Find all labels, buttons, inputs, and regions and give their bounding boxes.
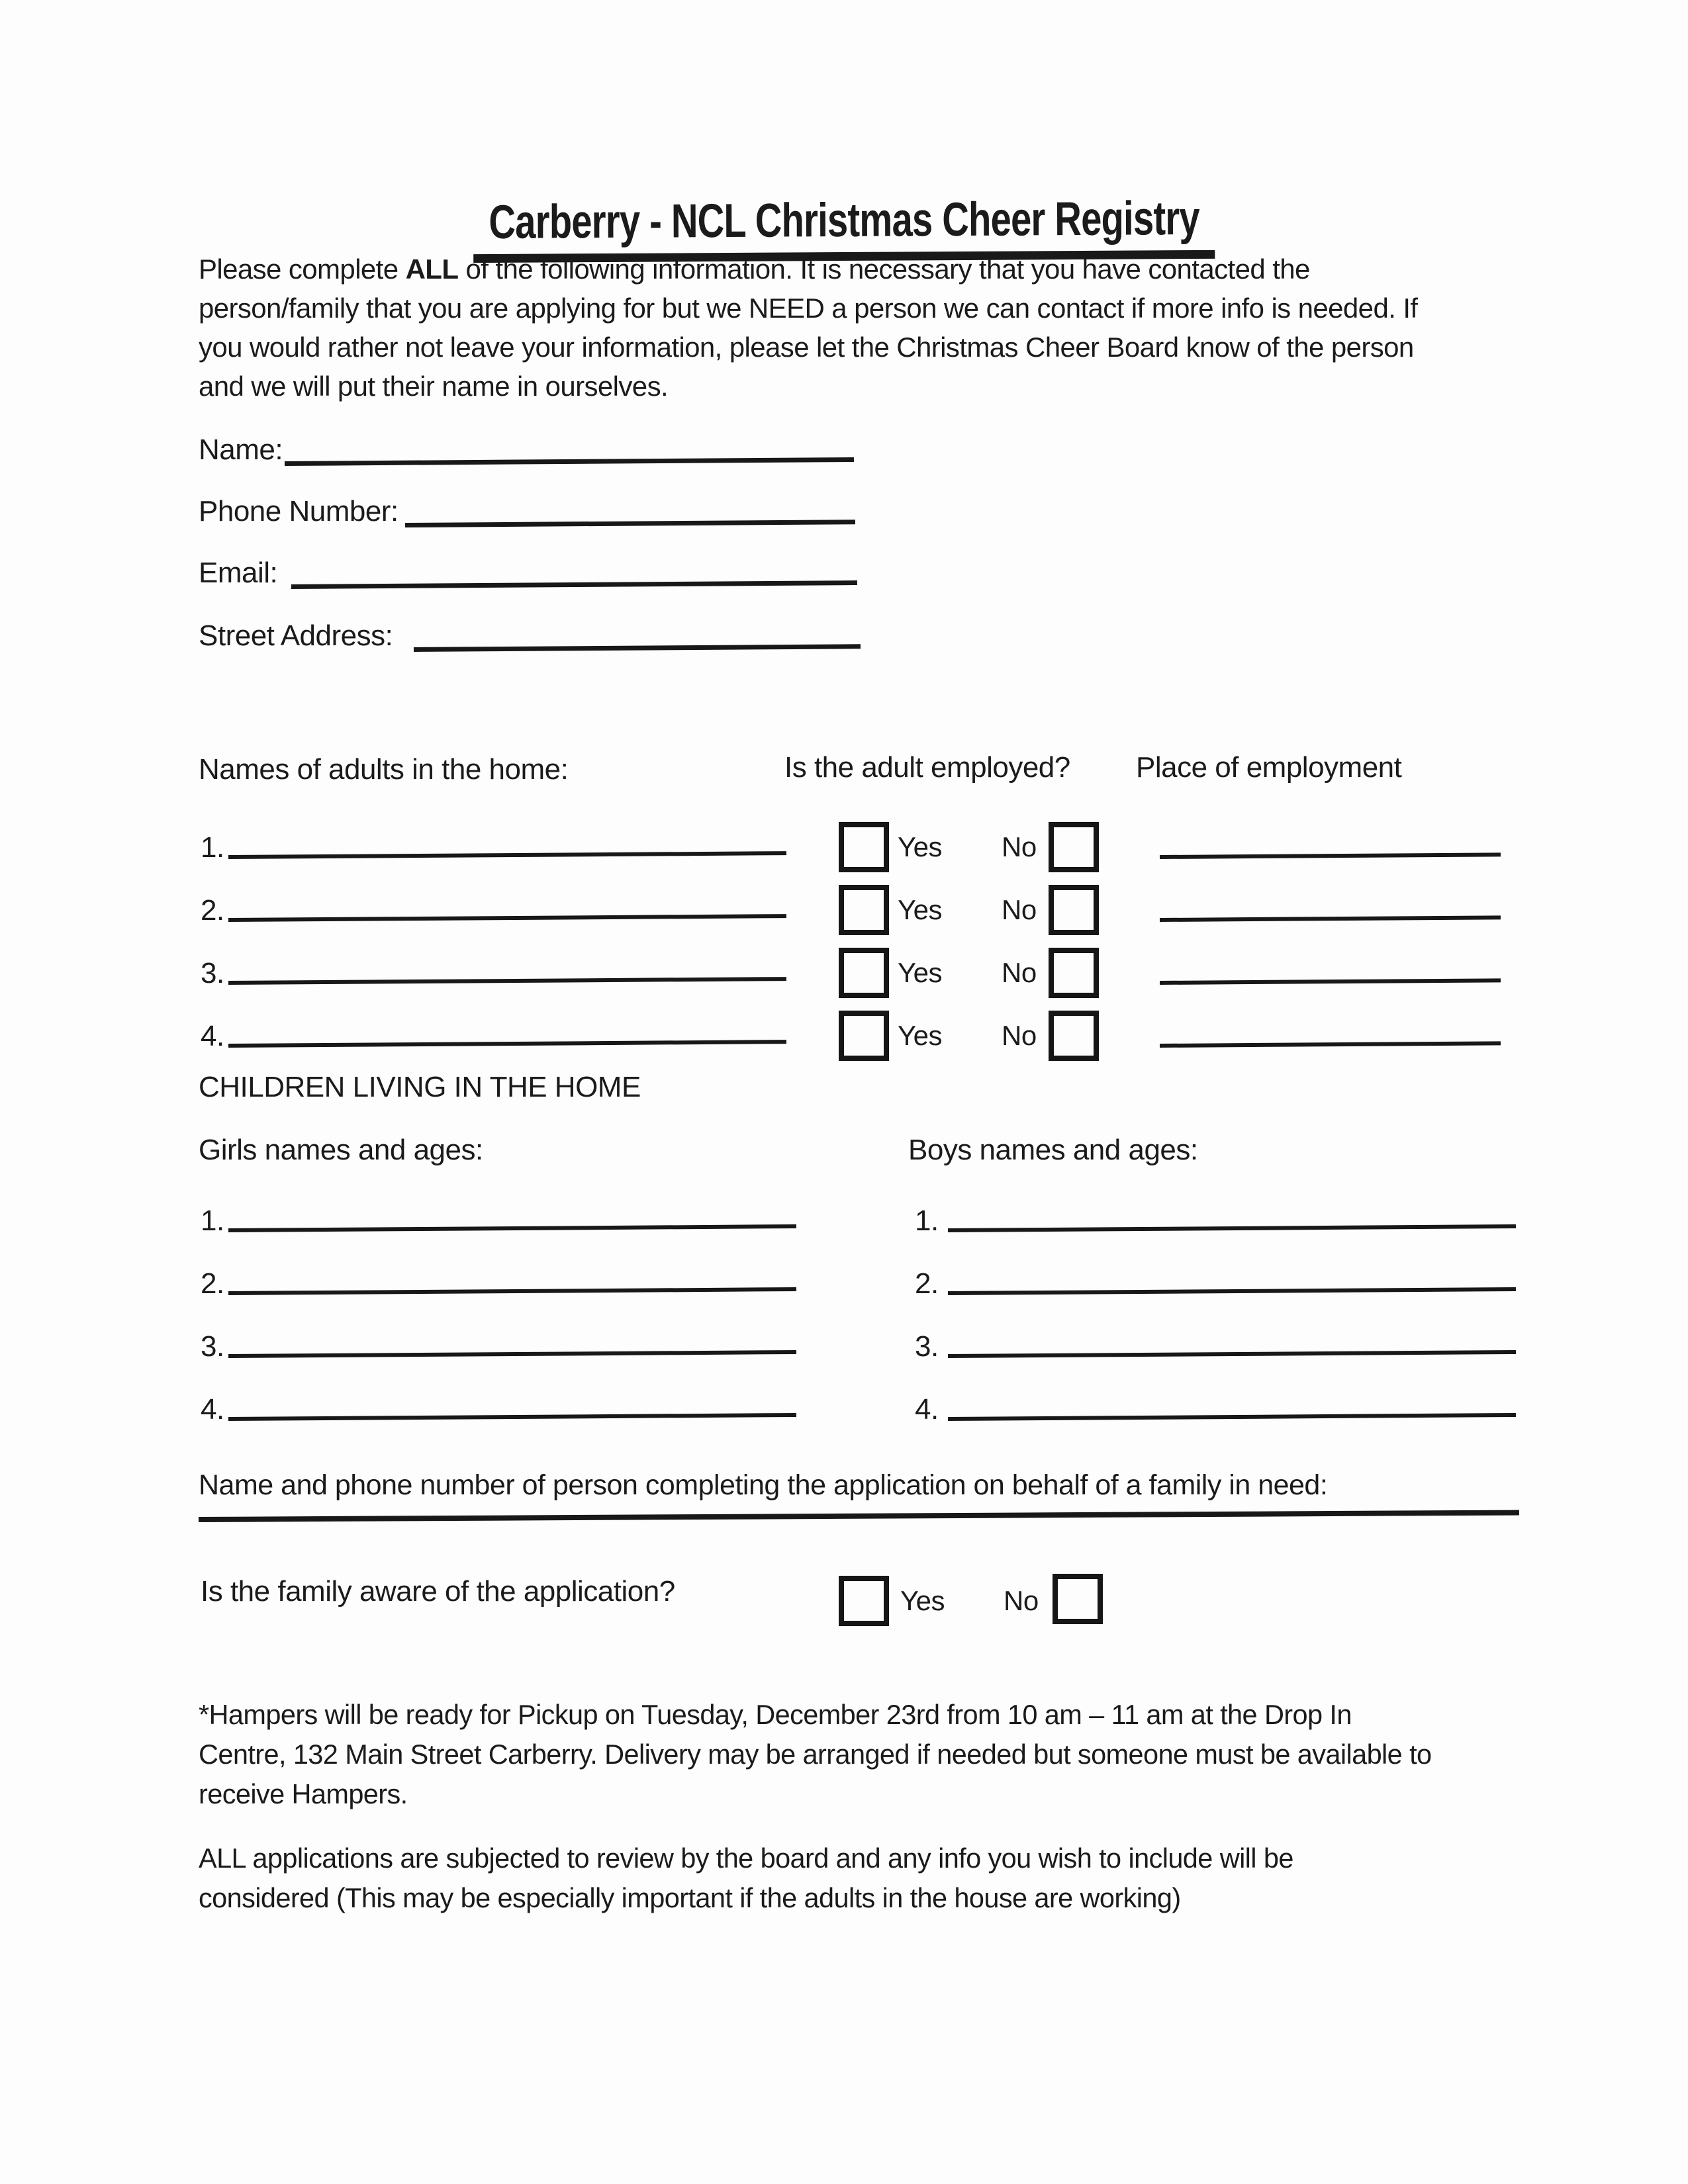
no-label: No <box>1002 957 1037 988</box>
phone-line[interactable] <box>405 520 855 527</box>
applicant-prompt: Name and phone number of person completing the application on behalf of a family in need: <box>199 1469 1328 1501</box>
adult-4-employed-yes-checkbox[interactable] <box>839 1011 889 1061</box>
girl-row-number: 2. <box>201 1267 224 1300</box>
yes-label: Yes <box>898 1020 943 1051</box>
form-title: Carberry - NCL Christmas Cheer Registry <box>473 192 1215 263</box>
street-address-line[interactable] <box>414 644 861 652</box>
boy-name-line-4[interactable] <box>948 1413 1516 1421</box>
intro-line-2: person/family that you are applying for but we NEED a person we can contact if more info is needed. If <box>199 293 1418 324</box>
children-section-heading: CHILDREN LIVING IN THE HOME <box>199 1071 641 1103</box>
girl-row-number: 4. <box>201 1393 224 1426</box>
family-aware-no-checkbox[interactable] <box>1053 1574 1103 1624</box>
boys-header: Boys names and ages: <box>908 1134 1198 1166</box>
boy-row-number: 1. <box>915 1205 939 1237</box>
intro-line-1: Please complete ALL of the following information. It is necessary that you have contacted the <box>199 253 1310 285</box>
boy-row-number: 2. <box>915 1267 939 1300</box>
adults-names-header: Names of adults in the home: <box>199 753 569 786</box>
adult-3-place-line[interactable] <box>1160 978 1501 985</box>
adult-name-line-4[interactable] <box>228 1040 786 1048</box>
adult-2-place-line[interactable] <box>1160 915 1501 922</box>
girl-row-number: 1. <box>201 1205 224 1237</box>
review-note <box>199 1839 1293 1918</box>
girls-header: Girls names and ages: <box>199 1134 483 1166</box>
intro-all-bold: ALL <box>405 253 459 285</box>
adult-1-employed-no-checkbox[interactable] <box>1049 822 1099 872</box>
yes-label: Yes <box>898 894 943 925</box>
hampers-note-line-3: receive Hampers. <box>199 1778 408 1809</box>
boy-row-number: 4. <box>915 1393 939 1426</box>
boy-row-number: 3. <box>915 1330 939 1363</box>
adult-1-place-line[interactable] <box>1160 852 1501 859</box>
intro-paragraph <box>199 250 1417 406</box>
intro-line-3: you would rather not leave your information, please let the Christmas Cheer Board know of the person <box>199 332 1414 363</box>
adult-3-employed-yes-checkbox[interactable] <box>839 948 889 998</box>
place-of-employment-header: Place of employment <box>1136 751 1402 784</box>
adult-3-employed-no-checkbox[interactable] <box>1049 948 1099 998</box>
adult-row-number: 1. <box>201 831 224 864</box>
review-note-line-2: considered (This may be especially important if the adults in the house are working) <box>199 1882 1181 1913</box>
name-line[interactable] <box>285 457 854 466</box>
yes-label: Yes <box>900 1585 945 1616</box>
adult-2-employed-no-checkbox[interactable] <box>1049 885 1099 935</box>
email-label: Email: <box>199 557 278 589</box>
family-aware-question: Is the family aware of the application? <box>201 1575 675 1608</box>
hampers-note-line-1: *Hampers will be ready for Pickup on Tuesday, December 23rd from 10 am – 11 am at the Drop In <box>199 1699 1352 1730</box>
girl-name-line-1[interactable] <box>228 1224 796 1232</box>
review-note-line-1: ALL applications are subjected to review by the board and any info you wish to include will be <box>199 1843 1293 1874</box>
boy-name-line-3[interactable] <box>948 1350 1516 1358</box>
street-address-label: Street Address: <box>199 619 393 652</box>
yes-label: Yes <box>898 957 943 988</box>
family-aware-yes-checkbox[interactable] <box>839 1576 889 1626</box>
adult-row-number: 3. <box>201 957 224 989</box>
adult-name-line-2[interactable] <box>228 914 786 922</box>
adult-4-place-line[interactable] <box>1160 1041 1501 1048</box>
girl-name-line-2[interactable] <box>228 1287 796 1295</box>
boy-name-line-1[interactable] <box>948 1224 1516 1232</box>
hampers-note <box>199 1695 1431 1814</box>
no-label: No <box>1002 1020 1037 1051</box>
no-label: No <box>1002 831 1037 862</box>
adult-row-number: 4. <box>201 1020 224 1052</box>
applicant-info-line[interactable] <box>199 1510 1519 1522</box>
name-label: Name: <box>199 433 283 466</box>
adult-employed-header: Is the adult employed? <box>784 751 1070 784</box>
adult-2-employed-yes-checkbox[interactable] <box>839 885 889 935</box>
adult-name-line-3[interactable] <box>228 977 786 985</box>
girl-name-line-4[interactable] <box>228 1413 796 1421</box>
girl-row-number: 3. <box>201 1330 224 1363</box>
hampers-note-line-2: Centre, 132 Main Street Carberry. Delivery may be arranged if needed but someone must be available to <box>199 1739 1432 1770</box>
no-label: No <box>1002 894 1037 925</box>
adult-4-employed-no-checkbox[interactable] <box>1049 1011 1099 1061</box>
phone-label: Phone Number: <box>199 495 399 527</box>
boy-name-line-2[interactable] <box>948 1287 1516 1295</box>
intro-line-4: and we will put their name in ourselves. <box>199 371 669 402</box>
yes-label: Yes <box>898 831 943 862</box>
girl-name-line-3[interactable] <box>228 1350 796 1358</box>
adult-row-number: 2. <box>201 894 224 927</box>
adult-1-employed-yes-checkbox[interactable] <box>839 822 889 872</box>
email-line[interactable] <box>291 580 857 589</box>
no-label: No <box>1004 1585 1039 1616</box>
adult-name-line-1[interactable] <box>228 851 786 859</box>
